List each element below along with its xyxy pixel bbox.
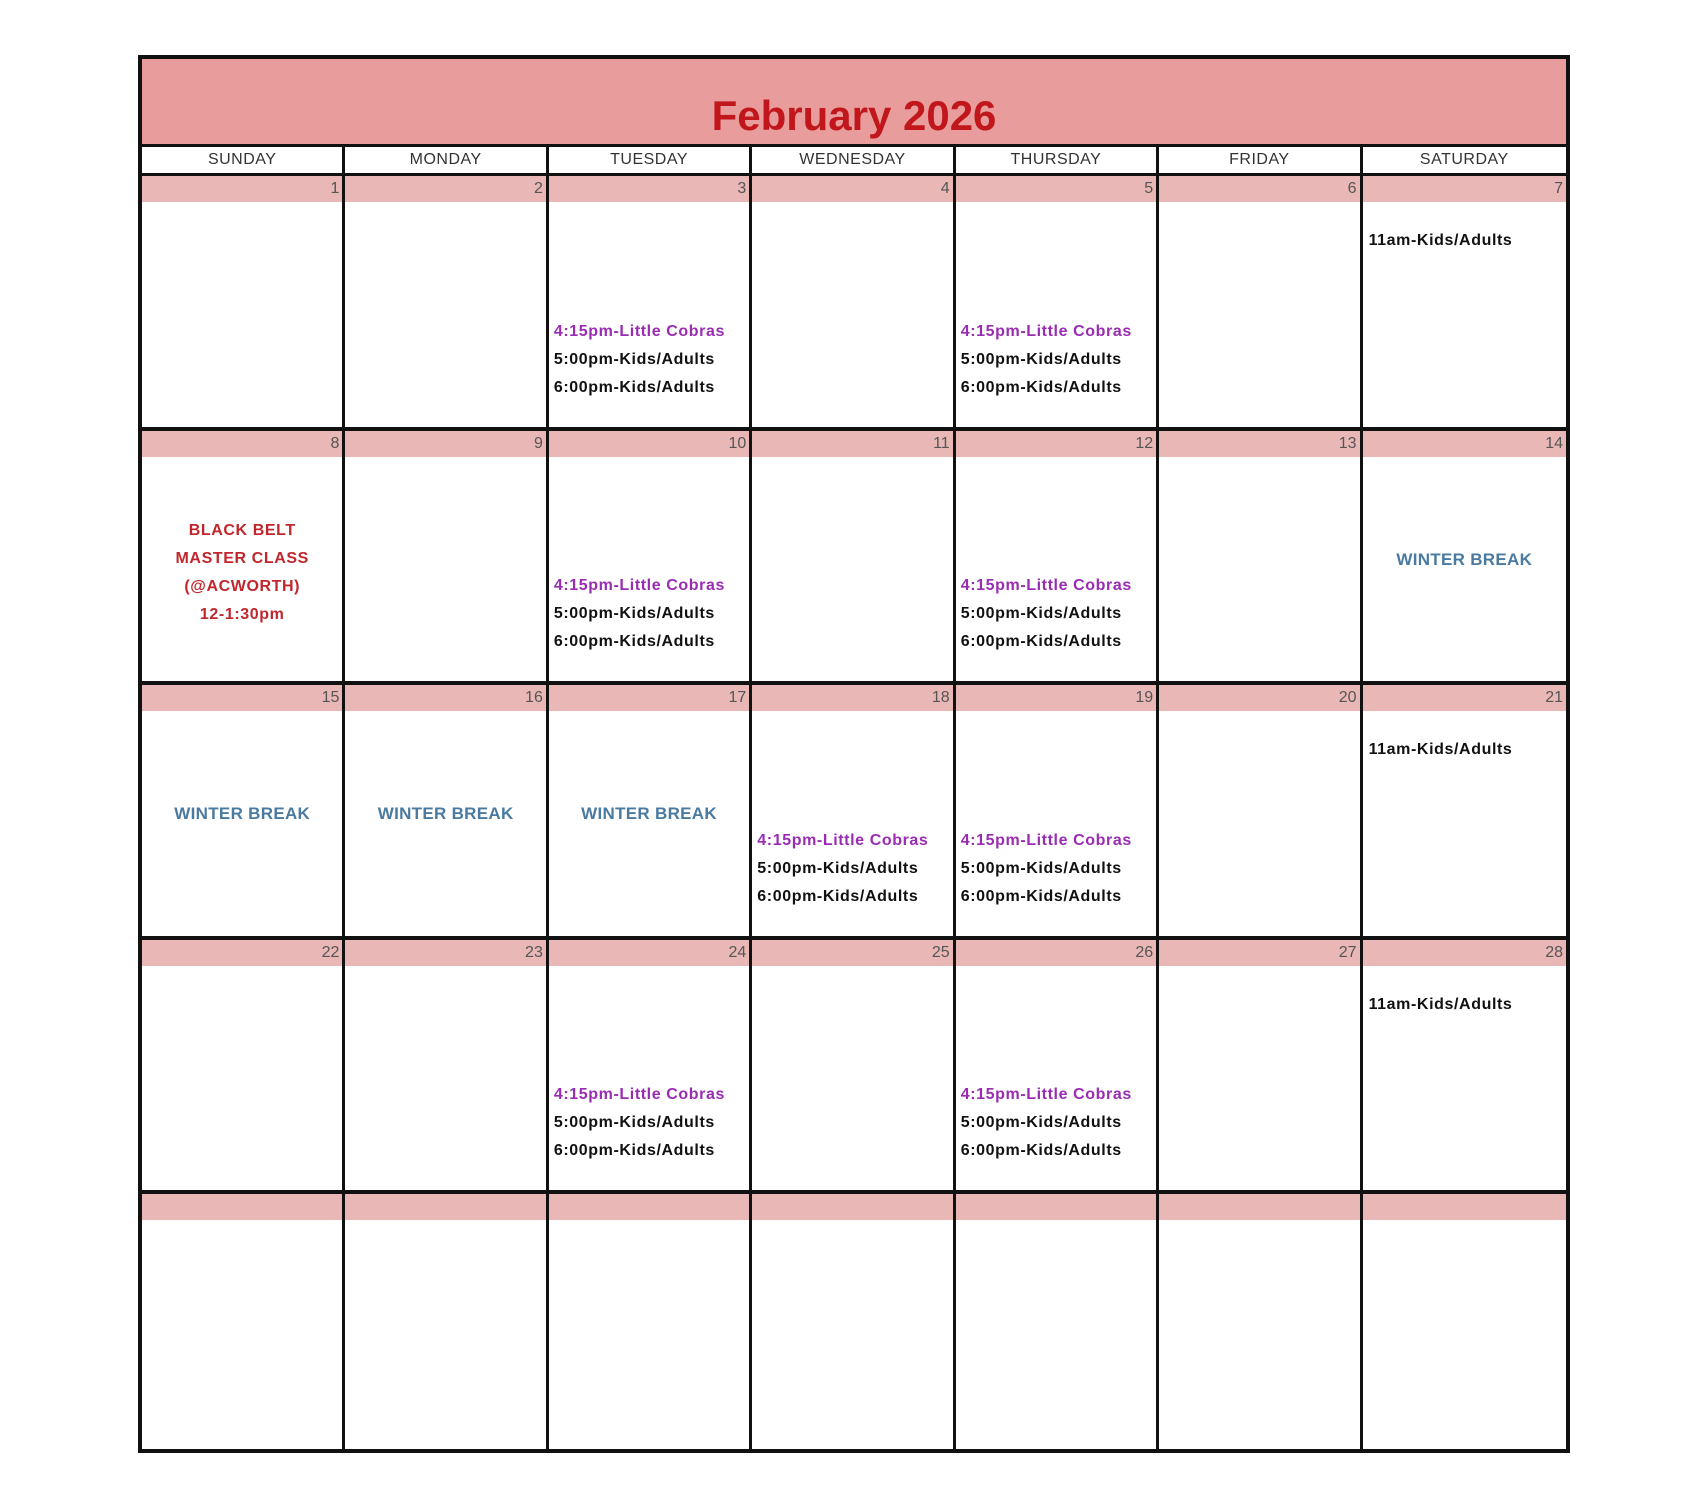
day-number: 24 bbox=[549, 940, 749, 966]
class-kids-adults: 6:00pm-Kids/Adults bbox=[960, 1142, 1122, 1160]
master-class-event bbox=[142, 517, 342, 629]
day-cell bbox=[752, 685, 955, 936]
day-body bbox=[1159, 457, 1359, 682]
day-number: 8 bbox=[142, 431, 342, 457]
day-cell bbox=[956, 431, 1159, 682]
day-cell bbox=[1363, 176, 1566, 427]
class-kids-adults: 5:00pm-Kids/Adults bbox=[960, 605, 1122, 623]
day-cell bbox=[549, 685, 752, 936]
day-cell bbox=[549, 940, 752, 1191]
winter-break-label: WINTER BREAK bbox=[377, 804, 514, 824]
day-cell bbox=[752, 940, 955, 1191]
week-row bbox=[142, 1194, 1566, 1449]
day-body bbox=[752, 1220, 952, 1449]
week-row bbox=[142, 431, 1566, 686]
day-cell bbox=[1363, 431, 1566, 682]
day-cell bbox=[1363, 1194, 1566, 1449]
day-body bbox=[1159, 711, 1359, 936]
day-body bbox=[1159, 1220, 1359, 1449]
day-number: 9 bbox=[345, 431, 545, 457]
day-body bbox=[549, 711, 749, 936]
day-body bbox=[1363, 966, 1566, 1191]
day-number: 18 bbox=[752, 685, 952, 711]
day-body bbox=[752, 457, 952, 682]
master-class-line: 12-1:30pm bbox=[199, 605, 285, 623]
class-list bbox=[554, 318, 747, 402]
day-body bbox=[752, 202, 952, 427]
class-kids-adults: 5:00pm-Kids/Adults bbox=[757, 859, 919, 877]
day-body bbox=[345, 1220, 545, 1449]
day-cell bbox=[345, 176, 548, 427]
day-number: 1 bbox=[142, 176, 342, 202]
day-cell bbox=[142, 685, 345, 936]
day-number: 5 bbox=[956, 176, 1156, 202]
day-number: 25 bbox=[752, 940, 952, 966]
day-cell bbox=[549, 1194, 752, 1449]
winter-break-label: WINTER BREAK bbox=[174, 804, 311, 824]
day-body bbox=[142, 1220, 342, 1449]
master-class-line: (@ACWORTH) bbox=[184, 577, 301, 595]
day-cell bbox=[752, 1194, 955, 1449]
class-little-cobras: 4:15pm-Little Cobras bbox=[960, 322, 1132, 340]
calendar bbox=[138, 55, 1570, 1453]
day-cell bbox=[956, 685, 1159, 936]
class-list bbox=[961, 827, 1154, 911]
day-body bbox=[956, 457, 1156, 682]
day-of-week-sunday: SUNDAY bbox=[142, 147, 345, 173]
day-cell bbox=[142, 431, 345, 682]
day-body bbox=[1363, 711, 1566, 936]
day-number: 21 bbox=[1363, 685, 1566, 711]
day-cell bbox=[345, 431, 548, 682]
day-cell bbox=[752, 431, 955, 682]
day-body bbox=[345, 202, 545, 427]
day-cell bbox=[956, 1194, 1159, 1449]
day-of-week-thursday: THURSDAY bbox=[956, 147, 1159, 173]
class-kids-adults: 5:00pm-Kids/Adults bbox=[960, 1114, 1122, 1132]
class-kids-adults: 5:00pm-Kids/Adults bbox=[960, 350, 1122, 368]
class-list bbox=[961, 572, 1154, 656]
day-number: 26 bbox=[956, 940, 1156, 966]
day-number: 12 bbox=[956, 431, 1156, 457]
day-cell bbox=[752, 176, 955, 427]
day-body bbox=[549, 202, 749, 427]
day-number bbox=[1363, 1194, 1566, 1220]
class-kids-adults: 5:00pm-Kids/Adults bbox=[553, 605, 715, 623]
day-cell bbox=[549, 176, 752, 427]
day-number: 7 bbox=[1363, 176, 1566, 202]
day-body bbox=[549, 457, 749, 682]
day-number: 16 bbox=[345, 685, 545, 711]
calendar-title: February 2026 bbox=[711, 92, 997, 139]
class-saturday: 11am-Kids/Adults bbox=[1368, 995, 1513, 1013]
day-body bbox=[1159, 202, 1359, 427]
day-number: 20 bbox=[1159, 685, 1359, 711]
class-kids-adults: 6:00pm-Kids/Adults bbox=[553, 1142, 715, 1160]
class-list bbox=[961, 318, 1154, 402]
class-kids-adults: 5:00pm-Kids/Adults bbox=[553, 1114, 715, 1132]
day-number bbox=[142, 1194, 342, 1220]
class-little-cobras: 4:15pm-Little Cobras bbox=[960, 831, 1132, 849]
class-saturday: 11am-Kids/Adults bbox=[1368, 741, 1513, 759]
day-body bbox=[549, 1220, 749, 1449]
day-of-week-wednesday: WEDNESDAY bbox=[752, 147, 955, 173]
day-cell bbox=[1159, 940, 1362, 1191]
day-body bbox=[142, 966, 342, 1191]
winter-break-label: WINTER BREAK bbox=[1396, 549, 1533, 569]
master-class-line: BLACK BELT bbox=[188, 521, 296, 539]
class-list bbox=[961, 1081, 1154, 1165]
day-cell bbox=[549, 431, 752, 682]
class-saturday: 11am-Kids/Adults bbox=[1368, 232, 1513, 249]
day-number: 6 bbox=[1159, 176, 1359, 202]
day-body bbox=[142, 202, 342, 427]
day-number: 19 bbox=[956, 685, 1156, 711]
winter-break-label: WINTER BREAK bbox=[581, 804, 717, 824]
week-row bbox=[142, 940, 1566, 1195]
day-of-week-monday: MONDAY bbox=[345, 147, 548, 173]
calendar-header bbox=[142, 59, 1566, 147]
day-cell bbox=[956, 940, 1159, 1191]
class-kids-adults: 6:00pm-Kids/Adults bbox=[757, 887, 919, 905]
day-cell bbox=[1159, 176, 1362, 427]
day-number bbox=[1159, 1194, 1359, 1220]
day-body bbox=[345, 711, 545, 936]
day-number: 11 bbox=[752, 431, 952, 457]
day-body bbox=[142, 711, 342, 936]
class-little-cobras: 4:15pm-Little Cobras bbox=[960, 1086, 1132, 1104]
day-number bbox=[549, 1194, 749, 1220]
day-cell bbox=[956, 176, 1159, 427]
week-row bbox=[142, 176, 1566, 431]
day-cell bbox=[1159, 685, 1362, 936]
week-row bbox=[142, 685, 1566, 940]
day-body bbox=[752, 966, 952, 1191]
day-body bbox=[142, 457, 342, 682]
day-number: 3 bbox=[549, 176, 749, 202]
day-number: 4 bbox=[752, 176, 952, 202]
class-list bbox=[757, 827, 950, 911]
day-number bbox=[956, 1194, 1156, 1220]
master-class-line: MASTER CLASS bbox=[175, 549, 309, 567]
day-of-week-tuesday: TUESDAY bbox=[549, 147, 752, 173]
day-cell bbox=[142, 940, 345, 1191]
calendar-grid bbox=[142, 176, 1566, 1449]
class-kids-adults: 6:00pm-Kids/Adults bbox=[960, 378, 1122, 396]
day-body bbox=[549, 966, 749, 1191]
day-body bbox=[956, 1220, 1156, 1449]
day-number: 14 bbox=[1363, 431, 1566, 457]
day-cell bbox=[345, 940, 548, 1191]
day-of-week-saturday: SATURDAY bbox=[1419, 151, 1509, 168]
class-little-cobras: 4:15pm-Little Cobras bbox=[553, 1086, 725, 1104]
day-cell bbox=[142, 1194, 345, 1449]
class-kids-adults: 5:00pm-Kids/Adults bbox=[960, 859, 1122, 877]
day-number: 15 bbox=[142, 685, 342, 711]
day-of-week-friday: FRIDAY bbox=[1159, 147, 1362, 173]
day-body bbox=[1363, 1220, 1566, 1449]
day-body bbox=[1159, 966, 1359, 1191]
day-number: 13 bbox=[1159, 431, 1359, 457]
class-list bbox=[554, 1081, 747, 1165]
class-little-cobras: 4:15pm-Little Cobras bbox=[960, 577, 1132, 595]
day-number: 2 bbox=[345, 176, 545, 202]
day-number: 10 bbox=[549, 431, 749, 457]
day-of-week-row bbox=[142, 147, 1566, 176]
class-little-cobras: 4:15pm-Little Cobras bbox=[757, 831, 929, 849]
day-number: 22 bbox=[142, 940, 342, 966]
day-number: 23 bbox=[345, 940, 545, 966]
day-body bbox=[345, 457, 545, 682]
day-cell bbox=[345, 1194, 548, 1449]
day-body bbox=[956, 966, 1156, 1191]
class-kids-adults: 6:00pm-Kids/Adults bbox=[960, 633, 1122, 651]
day-number: 28 bbox=[1363, 940, 1566, 966]
class-kids-adults: 6:00pm-Kids/Adults bbox=[553, 633, 715, 651]
class-kids-adults: 6:00pm-Kids/Adults bbox=[960, 887, 1122, 905]
day-body bbox=[345, 966, 545, 1191]
class-kids-adults: 6:00pm-Kids/Adults bbox=[553, 378, 715, 396]
day-body bbox=[956, 202, 1156, 427]
day-number bbox=[345, 1194, 545, 1220]
day-cell bbox=[1363, 940, 1566, 1191]
day-number: 27 bbox=[1159, 940, 1359, 966]
day-body bbox=[1363, 202, 1566, 427]
class-little-cobras: 4:15pm-Little Cobras bbox=[553, 322, 725, 340]
day-cell bbox=[345, 685, 548, 936]
day-cell bbox=[1363, 685, 1566, 936]
class-list bbox=[554, 572, 747, 656]
day-number: 17 bbox=[549, 685, 749, 711]
day-number bbox=[752, 1194, 952, 1220]
day-cell bbox=[142, 176, 345, 427]
class-kids-adults: 5:00pm-Kids/Adults bbox=[553, 350, 715, 368]
day-body bbox=[752, 711, 952, 936]
day-body bbox=[1363, 457, 1566, 682]
day-body bbox=[956, 711, 1156, 936]
day-cell bbox=[1159, 431, 1362, 682]
day-cell bbox=[1159, 1194, 1362, 1449]
class-little-cobras: 4:15pm-Little Cobras bbox=[553, 577, 725, 595]
